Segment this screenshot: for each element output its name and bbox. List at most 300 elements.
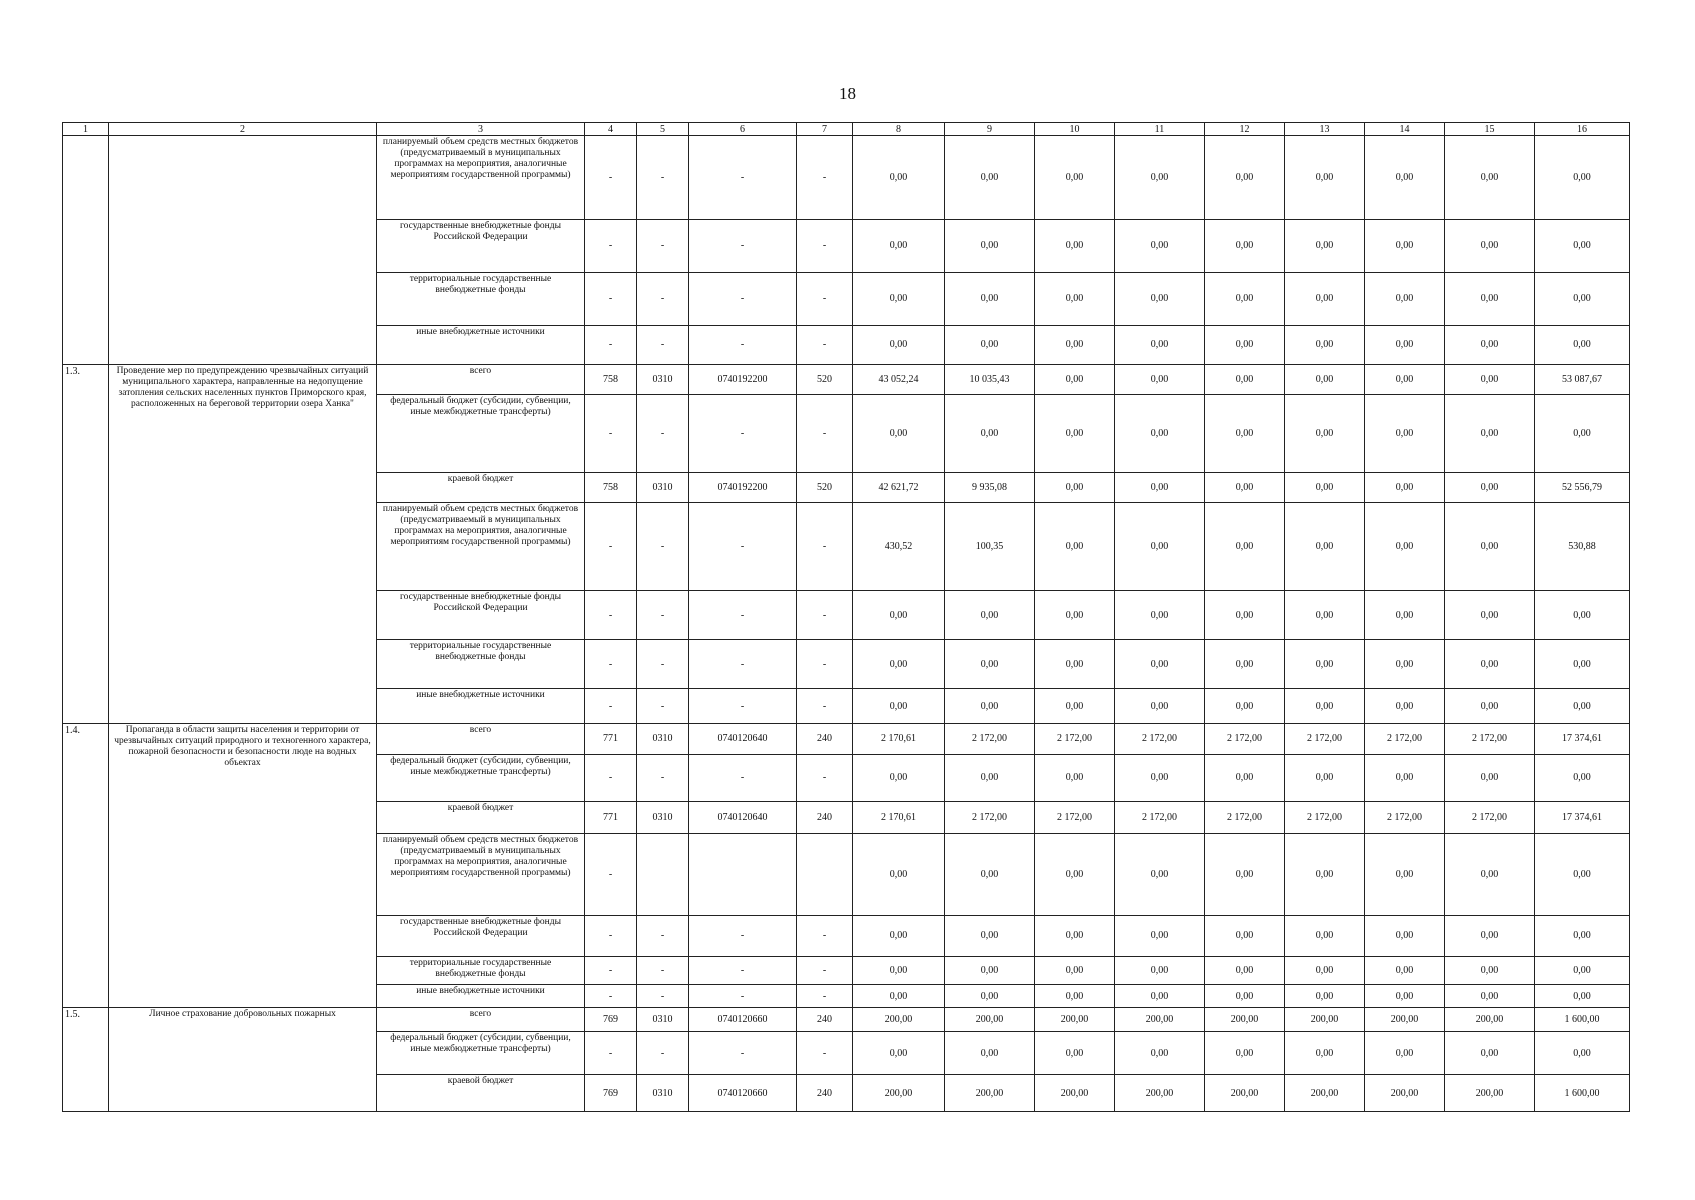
value-cell: 0,00	[853, 591, 945, 640]
value-cell: 0,00	[1115, 915, 1205, 956]
code-cell: -	[797, 1032, 853, 1075]
value-cell: 0,00	[1445, 364, 1535, 395]
value-cell: 0,00	[1365, 640, 1445, 689]
value-cell: 0,00	[1365, 689, 1445, 724]
code-cell: -	[637, 956, 689, 985]
value-cell: 0,00	[1445, 985, 1535, 1007]
value-cell: 2 172,00	[945, 801, 1035, 834]
value-cell: 0,00	[1115, 754, 1205, 801]
table-row	[63, 723, 1630, 754]
value-cell: 0,00	[1365, 136, 1445, 220]
value-cell: 0,00	[1115, 364, 1205, 395]
value-cell: 0,00	[1205, 272, 1285, 325]
value-cell: 0,00	[1445, 956, 1535, 985]
value-cell: 200,00	[1115, 1075, 1205, 1112]
code-cell: -	[637, 640, 689, 689]
value-cell: 0,00	[945, 272, 1035, 325]
value-cell: 0,00	[853, 395, 945, 473]
code-cell: -	[585, 1032, 637, 1075]
code-cell: 0310	[637, 723, 689, 754]
value-cell: 0,00	[1445, 503, 1535, 591]
funding-source: планируемый объем средств местных бюджетов (предусматриваемый в муниципальных программах на мероприятия, аналогичные мероприятиям государственной программы)	[377, 503, 585, 591]
value-cell: 0,00	[1205, 915, 1285, 956]
value-cell: 0,00	[945, 591, 1035, 640]
section-name	[109, 136, 377, 365]
code-cell: -	[689, 503, 797, 591]
value-cell: 0,00	[1205, 956, 1285, 985]
value-cell: 0,00	[1445, 395, 1535, 473]
value-cell: 0,00	[1205, 985, 1285, 1007]
value-cell: 43 052,24	[853, 364, 945, 395]
header-col-5: 5	[637, 123, 689, 136]
value-cell: 0,00	[1115, 591, 1205, 640]
value-cell: 0,00	[1035, 395, 1115, 473]
funding-source: краевой бюджет	[377, 1075, 585, 1112]
value-cell: 0,00	[1365, 272, 1445, 325]
code-cell: -	[585, 956, 637, 985]
value-cell: 200,00	[853, 1075, 945, 1112]
value-cell: 0,00	[1035, 219, 1115, 272]
header-col-15: 15	[1445, 123, 1535, 136]
value-cell: 100,35	[945, 503, 1035, 591]
value-cell: 2 172,00	[1445, 723, 1535, 754]
value-cell: 200,00	[1285, 1075, 1365, 1112]
value-cell: 0,00	[1205, 834, 1285, 916]
value-cell: 9 935,08	[945, 472, 1035, 503]
value-cell: 0,00	[1035, 591, 1115, 640]
value-cell: 0,00	[1365, 364, 1445, 395]
value-cell: 0,00	[1205, 503, 1285, 591]
value-cell: 0,00	[1035, 272, 1115, 325]
funding-source: планируемый объем средств местных бюджетов (предусматриваемый в муниципальных программах на мероприятия, аналогичные мероприятиям государственной программы)	[377, 834, 585, 916]
header-col-14: 14	[1365, 123, 1445, 136]
table-body	[63, 136, 1630, 1112]
value-cell: 200,00	[853, 1007, 945, 1032]
budget-table	[62, 122, 1630, 1112]
funding-source: всего	[377, 723, 585, 754]
value-cell: 0,00	[1035, 985, 1115, 1007]
value-cell: 200,00	[1365, 1075, 1445, 1112]
value-cell: 0,00	[1285, 1032, 1365, 1075]
code-cell: -	[797, 136, 853, 220]
code-cell: -	[585, 136, 637, 220]
value-cell: 200,00	[945, 1075, 1035, 1112]
header-col-12: 12	[1205, 123, 1285, 136]
code-cell: -	[689, 1032, 797, 1075]
code-cell: -	[689, 915, 797, 956]
code-cell: 0740192200	[689, 364, 797, 395]
value-cell: 0,00	[853, 219, 945, 272]
value-cell: 0,00	[1115, 640, 1205, 689]
code-cell: -	[689, 689, 797, 724]
value-cell: 2 172,00	[1205, 723, 1285, 754]
code-cell: -	[797, 219, 853, 272]
total-cell: 17 374,61	[1535, 723, 1630, 754]
value-cell: 2 172,00	[1035, 723, 1115, 754]
code-cell: -	[797, 754, 853, 801]
code-cell	[689, 834, 797, 916]
header-col-11: 11	[1115, 123, 1205, 136]
total-cell: 1 600,00	[1535, 1075, 1630, 1112]
code-cell: 520	[797, 472, 853, 503]
value-cell: 2 172,00	[1365, 801, 1445, 834]
value-cell: 0,00	[1205, 395, 1285, 473]
code-cell: -	[689, 956, 797, 985]
value-cell: 0,00	[1285, 395, 1365, 473]
code-cell: -	[797, 640, 853, 689]
code-cell: -	[797, 956, 853, 985]
value-cell: 10 035,43	[945, 364, 1035, 395]
total-cell: 530,88	[1535, 503, 1630, 591]
funding-source: федеральный бюджет (субсидии, субвенции, иные межбюджетные трансферты)	[377, 754, 585, 801]
value-cell: 0,00	[1445, 219, 1535, 272]
total-cell: 0,00	[1535, 754, 1630, 801]
section-number	[63, 136, 109, 365]
value-cell: 0,00	[1205, 754, 1285, 801]
code-cell: -	[689, 591, 797, 640]
value-cell: 0,00	[1115, 834, 1205, 916]
value-cell: 0,00	[1445, 325, 1535, 364]
value-cell: 0,00	[853, 136, 945, 220]
funding-source: планируемый объем средств местных бюджетов (предусматриваемый в муниципальных программах на мероприятия, аналогичные мероприятиям государственной программы)	[377, 136, 585, 220]
section-name: Личное страхование добровольных пожарных	[109, 1007, 377, 1111]
value-cell: 0,00	[1205, 591, 1285, 640]
value-cell: 0,00	[1285, 834, 1365, 916]
total-cell: 52 556,79	[1535, 472, 1630, 503]
value-cell: 0,00	[1285, 689, 1365, 724]
code-cell: -	[637, 325, 689, 364]
value-cell: 0,00	[1285, 640, 1365, 689]
value-cell: 0,00	[945, 915, 1035, 956]
header-col-10: 10	[1035, 123, 1115, 136]
value-cell: 0,00	[945, 325, 1035, 364]
value-cell: 0,00	[853, 325, 945, 364]
header-col-13: 13	[1285, 123, 1365, 136]
value-cell: 0,00	[1035, 136, 1115, 220]
funding-source: территориальные государственные внебюджетные фонды	[377, 272, 585, 325]
value-cell: 0,00	[1205, 640, 1285, 689]
value-cell: 0,00	[1035, 503, 1115, 591]
table-row	[63, 1007, 1630, 1032]
value-cell: 0,00	[1035, 754, 1115, 801]
value-cell: 200,00	[1285, 1007, 1365, 1032]
header-col-9: 9	[945, 123, 1035, 136]
value-cell: 0,00	[1035, 834, 1115, 916]
value-cell: 0,00	[853, 985, 945, 1007]
header-col-16: 16	[1535, 123, 1630, 136]
value-cell: 0,00	[1445, 915, 1535, 956]
code-cell: -	[637, 1032, 689, 1075]
header-col-6: 6	[689, 123, 797, 136]
value-cell: 0,00	[1035, 364, 1115, 395]
value-cell: 430,52	[853, 503, 945, 591]
code-cell: -	[797, 689, 853, 724]
code-cell	[637, 834, 689, 916]
value-cell: 2 172,00	[1285, 801, 1365, 834]
value-cell: 0,00	[1285, 272, 1365, 325]
value-cell: 0,00	[1285, 985, 1365, 1007]
value-cell: 0,00	[945, 689, 1035, 724]
value-cell: 2 172,00	[1035, 801, 1115, 834]
value-cell: 200,00	[1205, 1007, 1285, 1032]
value-cell: 0,00	[1035, 956, 1115, 985]
total-cell: 0,00	[1535, 689, 1630, 724]
value-cell: 0,00	[1035, 689, 1115, 724]
value-cell: 200,00	[1035, 1007, 1115, 1032]
value-cell: 0,00	[1115, 985, 1205, 1007]
value-cell: 0,00	[1365, 503, 1445, 591]
code-cell: -	[637, 754, 689, 801]
value-cell: 0,00	[1365, 1032, 1445, 1075]
code-cell: -	[797, 325, 853, 364]
value-cell: 0,00	[1365, 591, 1445, 640]
total-cell: 0,00	[1535, 395, 1630, 473]
value-cell: 0,00	[1445, 689, 1535, 724]
code-cell: 0310	[637, 472, 689, 503]
code-cell: -	[637, 689, 689, 724]
value-cell: 0,00	[1285, 136, 1365, 220]
section-number: 1.5.	[63, 1007, 109, 1111]
code-cell: -	[585, 985, 637, 1007]
value-cell: 0,00	[945, 640, 1035, 689]
value-cell: 0,00	[945, 754, 1035, 801]
section-number: 1.4.	[63, 723, 109, 1007]
funding-source: государственные внебюджетные фонды Российской Федерации	[377, 591, 585, 640]
value-cell: 0,00	[1115, 472, 1205, 503]
header-col-7: 7	[797, 123, 853, 136]
value-cell: 0,00	[1365, 834, 1445, 916]
value-cell: 0,00	[945, 956, 1035, 985]
code-cell: 0740120640	[689, 801, 797, 834]
total-cell: 0,00	[1535, 272, 1630, 325]
total-cell: 1 600,00	[1535, 1007, 1630, 1032]
total-cell: 0,00	[1535, 1032, 1630, 1075]
value-cell: 0,00	[1205, 1032, 1285, 1075]
funding-source: федеральный бюджет (субсидии, субвенции, иные межбюджетные трансферты)	[377, 395, 585, 473]
code-cell: 0740192200	[689, 472, 797, 503]
value-cell: 0,00	[945, 136, 1035, 220]
funding-source: всего	[377, 1007, 585, 1032]
value-cell: 0,00	[1205, 325, 1285, 364]
value-cell: 0,00	[1365, 395, 1445, 473]
code-cell: 0740120660	[689, 1075, 797, 1112]
code-cell: -	[797, 272, 853, 325]
total-cell: 0,00	[1535, 834, 1630, 916]
code-cell: -	[797, 395, 853, 473]
value-cell: 0,00	[1365, 956, 1445, 985]
value-cell: 0,00	[1115, 956, 1205, 985]
code-cell: -	[585, 689, 637, 724]
code-cell: 0310	[637, 364, 689, 395]
value-cell: 0,00	[1035, 640, 1115, 689]
code-cell: -	[637, 915, 689, 956]
code-cell: 771	[585, 801, 637, 834]
code-cell: 769	[585, 1007, 637, 1032]
section-name: Проведение мер по предупреждению чрезвычайных ситуаций муниципального характера, направленные на недопущение затопления сельских населенных пунктов Приморского края, расположенных на береговой территории озера Ханка"	[109, 364, 377, 723]
value-cell: 0,00	[1115, 219, 1205, 272]
value-cell: 2 172,00	[1115, 723, 1205, 754]
code-cell: -	[637, 272, 689, 325]
value-cell: 0,00	[1365, 985, 1445, 1007]
code-cell: -	[585, 754, 637, 801]
total-cell: 53 087,67	[1535, 364, 1630, 395]
total-cell: 0,00	[1535, 136, 1630, 220]
value-cell: 0,00	[1205, 364, 1285, 395]
value-cell: 2 172,00	[1115, 801, 1205, 834]
header-col-2: 2	[109, 123, 377, 136]
value-cell: 0,00	[853, 689, 945, 724]
code-cell: -	[797, 591, 853, 640]
value-cell: 2 172,00	[1285, 723, 1365, 754]
value-cell: 0,00	[1035, 325, 1115, 364]
code-cell: 240	[797, 801, 853, 834]
header-col-3: 3	[377, 123, 585, 136]
value-cell: 0,00	[1445, 272, 1535, 325]
total-cell: 0,00	[1535, 219, 1630, 272]
table-row	[63, 136, 1630, 220]
funding-source: государственные внебюджетные фонды Российской Федерации	[377, 915, 585, 956]
value-cell: 200,00	[1445, 1075, 1535, 1112]
value-cell: 200,00	[1205, 1075, 1285, 1112]
value-cell: 200,00	[1365, 1007, 1445, 1032]
value-cell: 0,00	[1445, 591, 1535, 640]
value-cell: 0,00	[945, 395, 1035, 473]
code-cell: -	[689, 640, 797, 689]
total-cell: 0,00	[1535, 325, 1630, 364]
code-cell: -	[637, 219, 689, 272]
code-cell: -	[585, 503, 637, 591]
code-cell: -	[637, 503, 689, 591]
code-cell: -	[689, 272, 797, 325]
value-cell: 0,00	[1115, 503, 1205, 591]
value-cell: 0,00	[1205, 136, 1285, 220]
value-cell: 0,00	[1285, 325, 1365, 364]
funding-source: государственные внебюджетные фонды Российской Федерации	[377, 219, 585, 272]
code-cell: -	[637, 985, 689, 1007]
value-cell: 200,00	[1115, 1007, 1205, 1032]
code-cell: -	[585, 219, 637, 272]
value-cell: 200,00	[1445, 1007, 1535, 1032]
code-cell: 771	[585, 723, 637, 754]
value-cell: 0,00	[853, 754, 945, 801]
code-cell: 758	[585, 364, 637, 395]
code-cell: -	[797, 985, 853, 1007]
value-cell: 2 172,00	[1365, 723, 1445, 754]
value-cell: 0,00	[1445, 472, 1535, 503]
table-row	[63, 364, 1630, 395]
code-cell: 0740120640	[689, 723, 797, 754]
value-cell: 0,00	[945, 219, 1035, 272]
value-cell: 2 170,61	[853, 801, 945, 834]
value-cell: 0,00	[1115, 395, 1205, 473]
funding-source: иные внебюджетные источники	[377, 689, 585, 724]
funding-source: всего	[377, 364, 585, 395]
total-cell: 0,00	[1535, 956, 1630, 985]
code-cell: -	[585, 915, 637, 956]
funding-source: иные внебюджетные источники	[377, 325, 585, 364]
total-cell: 0,00	[1535, 985, 1630, 1007]
code-cell: -	[689, 325, 797, 364]
value-cell: 0,00	[945, 1032, 1035, 1075]
value-cell: 0,00	[853, 834, 945, 916]
code-cell: 769	[585, 1075, 637, 1112]
value-cell: 0,00	[1445, 754, 1535, 801]
code-cell: -	[797, 915, 853, 956]
total-cell: 17 374,61	[1535, 801, 1630, 834]
value-cell: 2 172,00	[1445, 801, 1535, 834]
value-cell: 0,00	[853, 956, 945, 985]
code-cell: -	[689, 219, 797, 272]
code-cell: -	[585, 395, 637, 473]
header-col-8: 8	[853, 123, 945, 136]
value-cell: 0,00	[1285, 915, 1365, 956]
value-cell: 0,00	[1365, 915, 1445, 956]
value-cell: 0,00	[1445, 1032, 1535, 1075]
code-cell	[797, 834, 853, 916]
value-cell: 0,00	[1445, 834, 1535, 916]
code-cell: -	[585, 325, 637, 364]
value-cell: 0,00	[1115, 325, 1205, 364]
value-cell: 0,00	[945, 985, 1035, 1007]
funding-source: иные внебюджетные источники	[377, 985, 585, 1007]
code-cell: 0310	[637, 801, 689, 834]
header-col-4: 4	[585, 123, 637, 136]
value-cell: 0,00	[1445, 136, 1535, 220]
code-cell: 520	[797, 364, 853, 395]
code-cell: -	[585, 834, 637, 916]
value-cell: 0,00	[1365, 472, 1445, 503]
value-cell: 0,00	[1205, 219, 1285, 272]
code-cell: -	[797, 503, 853, 591]
code-cell: 240	[797, 723, 853, 754]
code-cell: -	[585, 272, 637, 325]
code-cell: 240	[797, 1075, 853, 1112]
section-number: 1.3.	[63, 364, 109, 723]
value-cell: 0,00	[1035, 915, 1115, 956]
value-cell: 0,00	[1365, 325, 1445, 364]
value-cell: 0,00	[1445, 640, 1535, 689]
value-cell: 0,00	[1115, 689, 1205, 724]
value-cell: 200,00	[945, 1007, 1035, 1032]
value-cell: 0,00	[853, 915, 945, 956]
section-name: Пропаганда в области защиты населения и территории от чрезвычайных ситуаций природного и техногенного характера, пожарной безопасности и безопасности люде на водных объектах	[109, 723, 377, 1007]
code-cell: -	[585, 640, 637, 689]
value-cell: 0,00	[1365, 219, 1445, 272]
total-cell: 0,00	[1535, 640, 1630, 689]
code-cell: -	[689, 395, 797, 473]
total-cell: 0,00	[1535, 915, 1630, 956]
value-cell: 0,00	[945, 834, 1035, 916]
value-cell: 0,00	[1285, 219, 1365, 272]
value-cell: 0,00	[1115, 272, 1205, 325]
value-cell: 0,00	[1285, 956, 1365, 985]
funding-source: краевой бюджет	[377, 801, 585, 834]
header-row	[63, 123, 1630, 136]
funding-source: территориальные государственные внебюджетные фонды	[377, 956, 585, 985]
value-cell: 0,00	[1035, 1032, 1115, 1075]
page-number: 18	[839, 84, 856, 103]
code-cell: 0740120660	[689, 1007, 797, 1032]
value-cell: 0,00	[1285, 754, 1365, 801]
value-cell: 2 172,00	[945, 723, 1035, 754]
code-cell: 240	[797, 1007, 853, 1032]
value-cell: 0,00	[1115, 136, 1205, 220]
code-cell: -	[637, 395, 689, 473]
value-cell: 42 621,72	[853, 472, 945, 503]
header-col-1: 1	[63, 123, 109, 136]
funding-source: краевой бюджет	[377, 472, 585, 503]
code-cell: -	[689, 136, 797, 220]
